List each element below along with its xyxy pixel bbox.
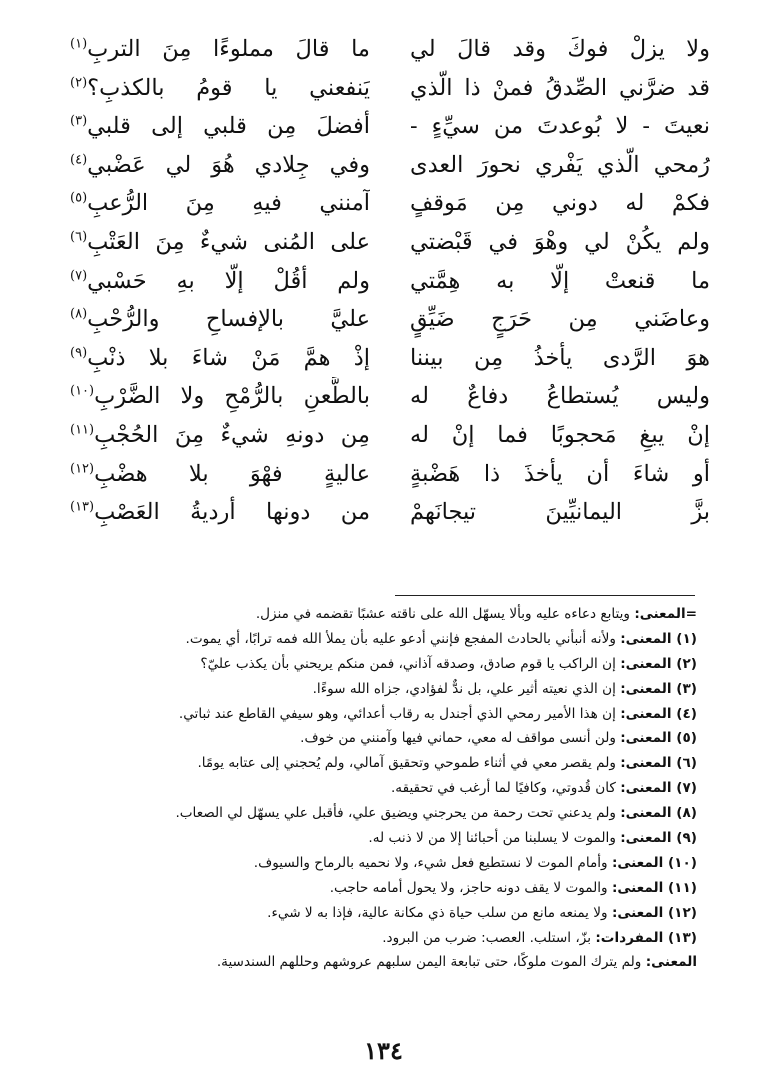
footnote-reference: (٦) [70,229,88,245]
footnote-label: (١) المعنى: [620,630,697,647]
footnote-label: (١٣) المفردات: [595,929,697,946]
footnote-text: ولن أنسى مواقف له معي، حماني فيها وآمنني من خوف. [300,730,616,747]
footnote-label: (٨) المعنى: [620,805,697,822]
verse-line [70,223,710,262]
verse-second-hemistich [70,184,370,223]
verse-second-hemistich-text: ولم أقُلْ إلّا بهِ حَسْبي [87,267,370,294]
footnote-label: (١٠) المعنى: [611,854,697,871]
footnote-line [77,652,697,677]
verse-line [70,146,710,185]
verse-line [70,69,710,108]
footnote-text: ولا يمنعه مانع من سلب حياة ذي مكانة عالية، فإذا به لا شيء. [267,904,608,921]
footnote-line [77,826,697,851]
verse-second-hemistich-text: ما قالَ مملوءًا مِنَ التربِ [87,36,370,62]
footnote-label: (١١) المعنى: [611,879,697,896]
footnote-line [77,602,697,627]
footnote-reference: (١٠) [70,383,95,399]
verse-first-hemistich: وعاضَني مِن حَرَجٍ ضَيِّقٍ [410,306,710,333]
verse-second-hemistich-text: إذْ همَّ مَنْ شاءَ بلا ذنْبِ [87,344,370,371]
verse-second-hemistich [70,107,370,146]
page-number: ١٣٤ [364,1036,403,1065]
verse-second-hemistich [70,339,370,378]
footnote-reference: (٩) [70,345,88,361]
verse-second-hemistich-text: مِن دونهِ شيءٌ مِنَ الحُجْبِ [94,421,370,448]
footnote-label: (٩) المعنى: [620,830,697,847]
footnote-line [77,627,697,652]
verse-second-hemistich [70,300,370,339]
verse-second-hemistich-text: عاليةٍ فهْوَ بلا هضْبِ [94,460,370,487]
footnote-text: بزّ، استلب. العصب: ضرب من البرود. [382,929,592,946]
footnote-text: ولم يترك الموت ملوكًا، حتى تبابعة اليمن سلبهم عروشهم وحللهم السندسية. [216,954,642,971]
verse-second-hemistich [70,493,370,532]
verse-second-hemistich [70,146,370,185]
footnote-text: إن هذا الأمير رمحي الذي أجندل به رقاب أعدائي، وهو سيفي القاطع عند ثباتي. [178,705,616,722]
footnote-label: (٦) المعنى: [620,755,697,772]
verse-second-hemistich-text: وفي جِلادي هُوَ لي عَضْبي [87,151,370,178]
footnote-reference: (٨) [70,306,88,322]
verse-second-hemistich [70,455,370,494]
verse-second-hemistich-text: بالطَّعنِ بالرُّمْحِ ولا الضَّرْبِ [94,383,370,410]
footnote-line [77,851,697,876]
verse-first-hemistich: نعيتَ - لا بُوعدتَ من سيِّءٍ - [410,113,710,140]
footnote-line [77,901,697,926]
verse-first-hemistich: إنْ يبغِ مَحجوبًا فما إنْ له [410,421,710,448]
verse-second-hemistich [70,377,370,416]
footnote-line [77,751,697,776]
verse-line [70,455,710,494]
verse-line [70,339,710,378]
footnote-label: (١٢) المعنى: [611,904,697,921]
verse-first-hemistich: ولا يزلْ فوكَ وقد قالَ لي [410,36,710,62]
footnote-label: (٥) المعنى: [620,730,697,747]
verse-line [70,377,710,416]
verse-first-hemistich: هوَ الرَّدى يأخذُ مِن بيننا [410,344,710,371]
footnote-line [77,776,697,801]
footnote-text: ولم يدعني تحت رحمة من يحرجني ويضيق علي، فأقبل علي يسهّل لي الصعاب. [175,805,616,822]
verse-line [70,416,710,455]
footnote-text: والموت لا يقف دونه حاجز، ولا يحول أمامه حاجب. [329,879,608,896]
footnote-text: وأمام الموت لا نستطيع فعل شيء، ولا نحميه بالرماح والسيوف. [253,854,608,871]
footnote-line [77,950,697,975]
verse-first-hemistich: قد ضرَّني الصِّدقُ فمنْ ذا الّذي [410,74,710,101]
verse-second-hemistich-text: من دونها أرديةُ العَصْبِ [94,499,370,526]
verse-second-hemistich-text: آمنني فيهِ مِنَ الرُّعبِ [87,190,370,217]
footnote-reference: (٣) [70,113,88,129]
verse-first-hemistich: ما قنعتْ إلّا به هِمَّتي [410,267,710,294]
poem-block [70,30,710,532]
verse-first-hemistich: أو شاءَ أن يأخذَ ذا هَضْبةٍ [410,460,710,487]
footnote-reference: (٥) [70,190,88,206]
verse-second-hemistich [70,416,370,455]
footnote-label: (٧) المعنى: [620,780,697,797]
footnote-reference: (١٢) [70,461,95,477]
footnote-text: إن الراكب يا قوم صادق، وصدقه آذاني، فمن منكم يريحني بأن يكذب عليّ؟ [200,655,616,672]
footnote-reference: (٧) [70,268,88,284]
footnote-reference: (١) [70,36,88,52]
footnote-line [77,801,697,826]
footnote-text: كان قُدوتي، وكافيًا لما أرغب في تحقيقه. [390,780,616,797]
footnote-text: ولأنه أنبأني بالحادث المفجع فإنني أدعو عليه بأن يملأ الله فمه ترابًا، أي يموت. [185,630,616,647]
footnote-text: والموت لا يسلبنا من أحبائنا إلا من لا ذنب له. [368,830,616,847]
footnote-label: المعنى: [645,954,697,971]
footnote-line [77,926,697,951]
verse-line [70,30,710,69]
verse-second-hemistich [70,69,370,108]
footnotes [77,602,697,975]
verse-first-hemistich: ولم يكُنْ لي وهْوَ في قَبْضتي [410,228,710,255]
footnote-text: ويتابع دعاءه عليه وبألا يسهّل الله على ناقته عشبًا تقضمه في منزل. [255,606,630,622]
verse-second-hemistich [70,223,370,262]
footnote-line [77,702,697,727]
verse-line [70,493,710,532]
footnote-line [77,677,697,702]
footnote-label: (٣) المعنى: [620,680,697,697]
verse-first-hemistich: وليس يُستطاعُ دفاعٌ له [410,383,710,410]
verse-first-hemistich: بزَّ اليمانيِّينَ تيجانَهمْ [410,499,710,526]
footnote-divider [395,595,695,596]
verse-second-hemistich-text: يَنفعني يا قومُ بالكذبِ؟ [87,74,370,101]
footnote-label: =المعنى: [634,606,697,622]
verse-second-hemistich-text: على المُنى شيءٌ مِنَ العَتْبِ [87,228,370,255]
verse-line [70,262,710,301]
footnote-reference: (١٣) [70,499,95,515]
verse-second-hemistich-text: أفضلَ مِن قلبي إلى قلبي [87,113,370,140]
footnote-text: ولم يقصر معي في أثناء طموحي وتحقيق آمالي، ولم يُحجني إلى عتابه يومًا. [197,755,616,772]
footnote-reference: (٢) [70,75,88,91]
verse-second-hemistich [70,30,370,69]
verse-line [70,300,710,339]
footnote-line [77,726,697,751]
verse-second-hemistich-text: عليَّ بالإفساحِ والرُّحْبِ [87,306,370,333]
footnote-label: (٢) المعنى: [620,655,697,672]
verse-line [70,107,710,146]
footnote-label: (٤) المعنى: [620,705,697,722]
verse-first-hemistich: رُمحي الّذي يَفْري نحورَ العدى [410,151,710,178]
verse-first-hemistich: فكمْ له دوني مِن مَوقفٍ [410,190,710,217]
footnote-text: إن الذي نعيته أثير علي، بل ندٌّ لفؤادي، جزاه الله سوءًا. [312,680,616,697]
verse-second-hemistich [70,262,370,301]
verse-line [70,184,710,223]
footnote-reference: (١١) [70,422,95,438]
footnote-line [77,876,697,901]
footnote-reference: (٤) [70,152,88,168]
